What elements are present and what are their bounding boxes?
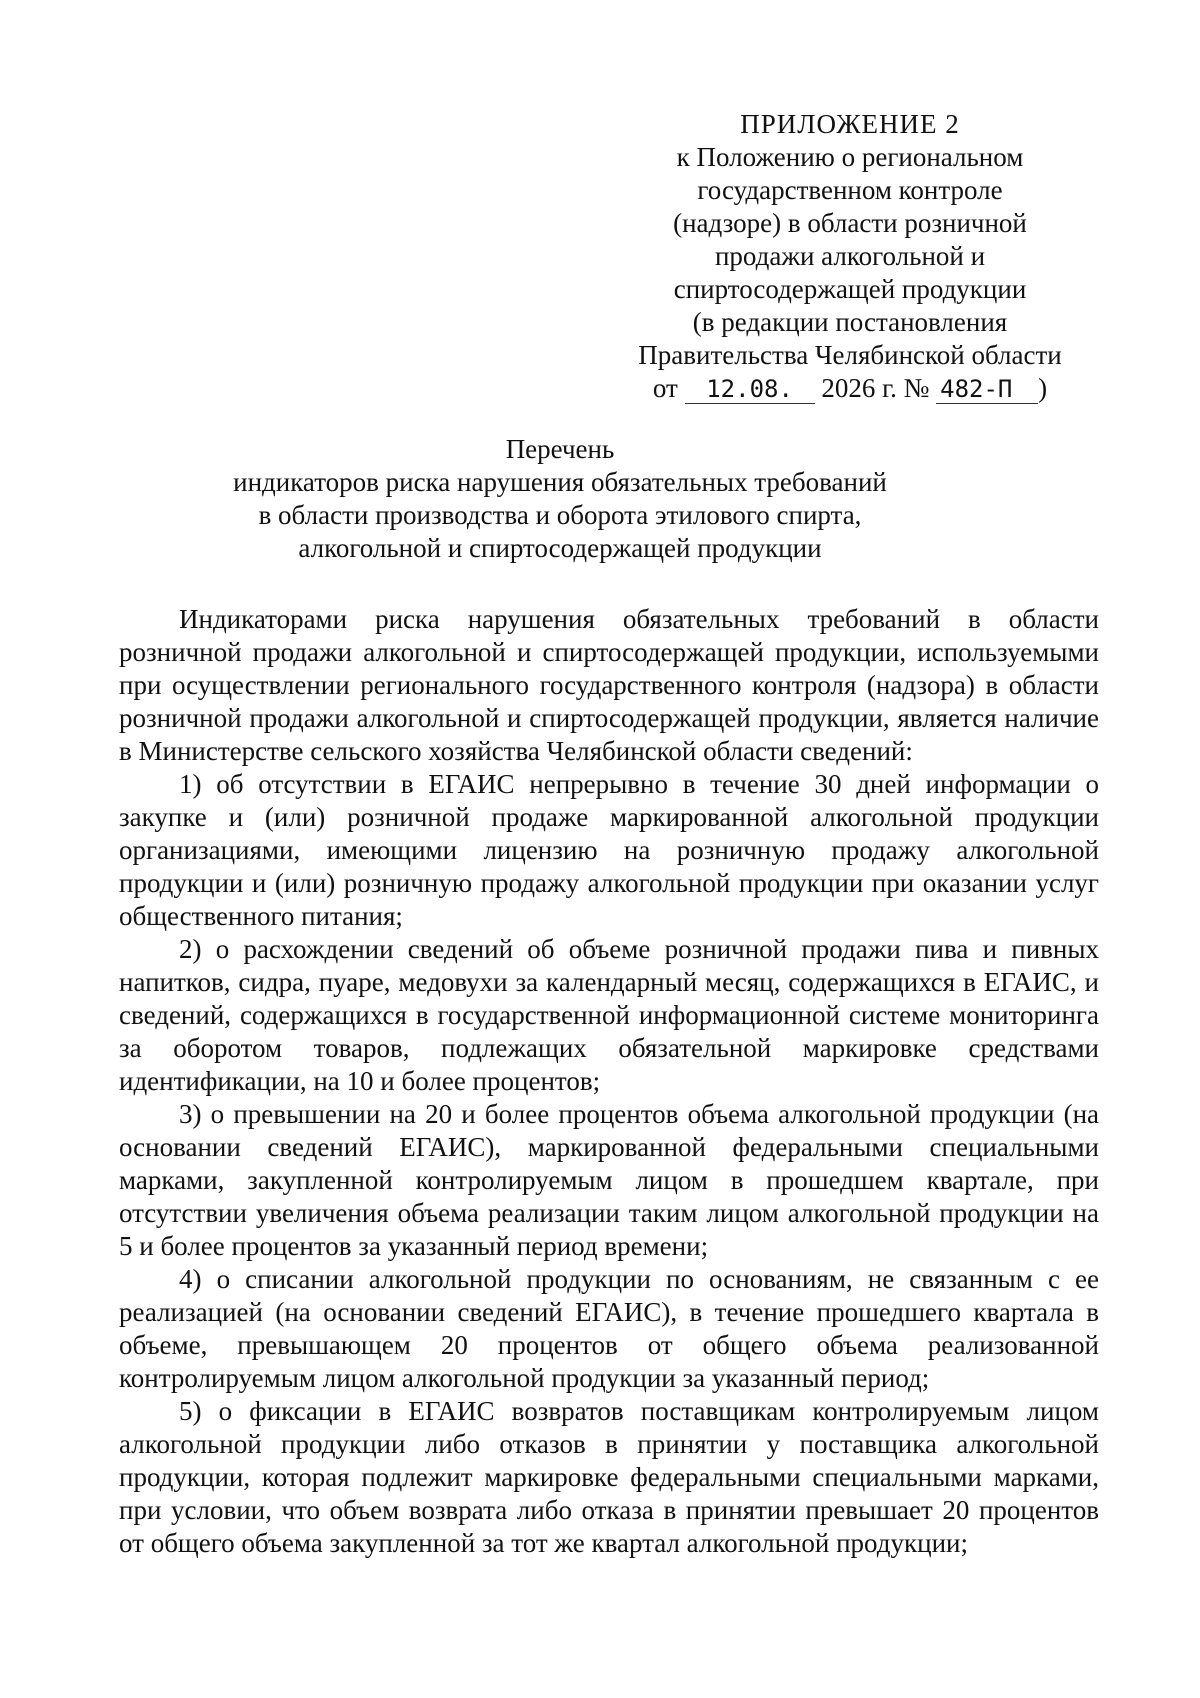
- list-item: 5) о фиксации в ЕГАИС возвратов поставщикам контролируемым лицом алкогольной продукции либо отказов в принятии у поставщика алкогольной продукции, которая подлежит маркировке федеральными специальными марками, при условии, что объем возврата либо отказа в принятии превышает 20 процентов от общего объема закупленной за тот же квартал алкогольной продукции;: [119, 1396, 1099, 1558]
- attachment-line: продажи алкогольной и: [714, 241, 986, 271]
- attachment-line: к Положению о региональном: [676, 142, 1024, 172]
- document-body: [119, 603, 1099, 1560]
- heading-line: Перечень: [505, 434, 615, 464]
- list-item: 1) об отсутствии в ЕГАИС непрерывно в течение 30 дней информации о закупке и (или) розничной продаже маркированной алкогольной продукции организациями, имеющими лицензию на розничную продажу алкогольной продукции и (или) розничную продажу алкогольной продукции при оказании услуг общественного питания;: [119, 769, 1099, 931]
- intro-paragraph: Индикаторами риска нарушения обязательных требований в области розничной продажи алкогольной и спиртосодержащей продукции, используемыми при осуществлении регионального государственного контроля (надзора) в области розничной продажи алкогольной и спиртосодержащей продукции, является наличие в Министерстве сельского хозяйства Челябинской области сведений:: [119, 604, 1099, 766]
- attachment-line: (в редакции постановления: [692, 307, 1008, 337]
- year-number-label: 2026 г. №: [821, 373, 930, 403]
- attachment-header: [600, 108, 1100, 405]
- attachment-title: ПРИЛОЖЕНИЕ 2: [740, 109, 960, 139]
- resolution-number-field: 482-П: [936, 375, 1038, 404]
- attachment-line: Правительства Челябинской области: [638, 340, 1062, 370]
- resolution-date-line: [600, 372, 1100, 405]
- list-item: 4) о списании алкогольной продукции по основаниям, не связанным с ее реализацией (на основании сведений ЕГАИС), в течение прошедшего квартала в объеме, превышающем 20 процентов от общего объема реализованной контролируемым лицом алкогольной продукции за указанный период;: [119, 1264, 1099, 1393]
- attachment-line: государственном контроле: [697, 175, 1003, 205]
- document-heading: [160, 433, 960, 565]
- closing-paren: ): [1038, 373, 1048, 403]
- list-item: 3) о превышении на 20 и более процентов объема алкогольной продукции (на основании сведений ЕГАИС), маркированной федеральными специальными марками, закупленной контролируемым лицом в прошедшем квартале, при отсутствии увеличения объема реализации таким лицом алкогольной продукции на 5 и более процентов за указанный период времени;: [119, 1099, 1099, 1261]
- heading-line: в области производства и оборота этилового спирта,: [258, 500, 862, 530]
- heading-line: алкогольной и спиртосодержащей продукции: [298, 533, 822, 563]
- date-prefix: от: [652, 373, 678, 403]
- heading-line: индикаторов риска нарушения обязательных требований: [233, 467, 887, 497]
- attachment-line: спиртосодержащей продукции: [673, 274, 1027, 304]
- attachment-line: (надзоре) в области розничной: [673, 208, 1027, 238]
- date-field: 12.08.: [685, 375, 815, 404]
- list-item: 2) о расхождении сведений об объеме розничной продажи пива и пивных напитков, сидра, пуаре, медовухи за календарный месяц, содержащихся в ЕГАИС, и сведений, содержащихся в государственной информационной системе мониторинга за оборотом товаров, подлежащих обязательной маркировке средствами идентификации, на 10 и более процентов;: [119, 934, 1099, 1096]
